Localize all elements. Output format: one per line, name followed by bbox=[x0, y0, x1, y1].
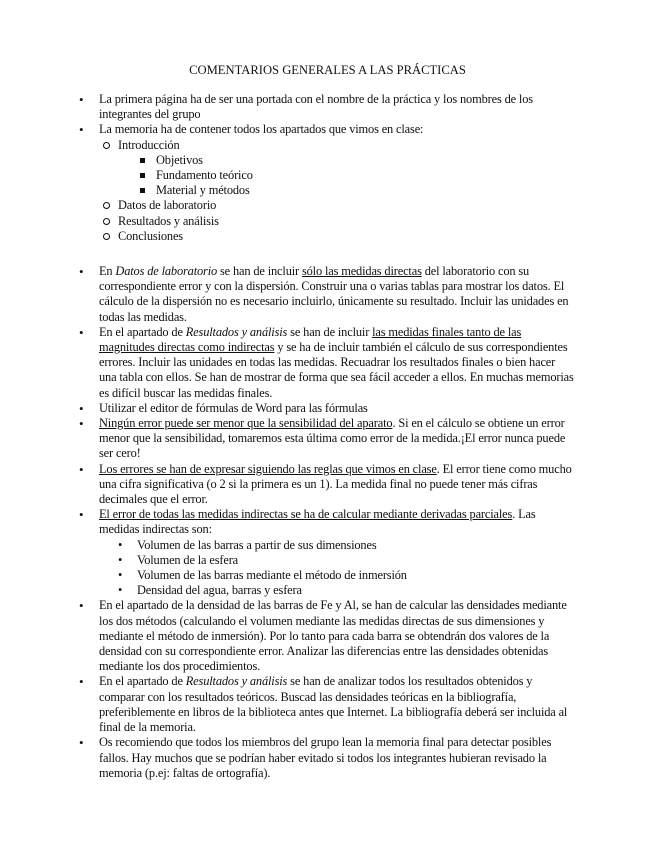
list-item-editor: • Utilizar el editor de fórmulas de Word para las fórmulas bbox=[79, 401, 574, 416]
subsection-material: Material y métodos bbox=[137, 183, 574, 198]
underlined-segment: sólo las medidas directas bbox=[301, 264, 422, 278]
indirect-measure-item: • Volumen de las barras mediante el método de inmersión bbox=[118, 568, 574, 583]
list-item-datos bbox=[79, 264, 574, 325]
list-item-sensibilidad bbox=[79, 416, 574, 462]
underlined-segment: Ningún error puede ser menor que la sensibilidad del aparato bbox=[99, 416, 393, 431]
text-segment: se han de incluir bbox=[217, 264, 302, 278]
indirect-measure-item: • Volumen de las barras a partir de sus dimensiones bbox=[118, 538, 574, 553]
comments-list bbox=[79, 264, 574, 781]
text-segment: y se ha de incluir también el cálculo de sus correspondientes errores. Incluir las unidades en todas las medidas. Recuadrar los resultados finales o bien hacer una tabla con ellos. Se han de mostrar de forma que sea fácil acceder a ellos. En muchas memorias es difícil buscar las medidas finales. bbox=[99, 340, 574, 400]
text-segment: En el apartado de bbox=[99, 674, 186, 689]
italic-segment: Resultados y análisis bbox=[185, 674, 288, 689]
text-segment: En el apartado de bbox=[99, 324, 186, 339]
list-item-memoria bbox=[79, 122, 574, 244]
subsection-objetivos: Objetivos bbox=[137, 153, 574, 168]
subsections-list bbox=[118, 153, 574, 199]
italic-segment: Resultados y análisis bbox=[185, 324, 288, 339]
list-item-densidad: • En el apartado de la densidad de las barras de Fe y Al, se han de calcular las densidades mediante los dos métodos (calculando el volumen mediante las medidas directas de sus dimensiones y mediante el método de inmersión). Por lo tanto para cada barra se obtendrán dos valores de la densidad con su correspondiente error. Analizar las diferencias entre las densidades obtenidas mediante los dos procedimientos. bbox=[79, 598, 574, 674]
text-segment: . Las medidas indirectas son: bbox=[99, 507, 536, 537]
section-resultados: Resultados y análisis bbox=[99, 214, 574, 229]
list-item-indirectas bbox=[79, 507, 574, 598]
italic-segment: Datos de laboratorio bbox=[115, 264, 218, 278]
underlined-segment: El error de todas las medidas indirectas se ha de calcular mediante derivadas parciales bbox=[99, 507, 513, 522]
section-datos: Datos de laboratorio bbox=[99, 198, 574, 213]
section-introduccion bbox=[99, 138, 574, 199]
subsection-fundamento: Fundamento teórico bbox=[137, 168, 574, 183]
list-item-resultados bbox=[79, 325, 574, 401]
list-item-analizar bbox=[79, 674, 574, 735]
indirect-measure-item: • Volumen de la esfera bbox=[118, 553, 574, 568]
memoria-text: La memoria ha de contener todos los apartados que vimos en clase: bbox=[99, 122, 424, 137]
text-segment: del laboratorio con su correspondiente error y con la dispersión. Construir una o varias tablas para mostrar los datos. El cálculo de la dispersión no es necesario incluirlo, únicamente su resultado. Incluir las unidades en todas las medidas. bbox=[99, 264, 569, 324]
indirect-measure-item: • Densidad del agua, barras y esfera bbox=[118, 583, 574, 598]
page-title: COMENTARIOS GENERALES A LAS PRÁCTICAS bbox=[189, 63, 466, 77]
list-item-portada: • La primera página ha de ser una portada con el nombre de la práctica y los nombres de los integrantes del grupo bbox=[79, 92, 574, 122]
text-segment: se han de analizar todos los resultados obtenidos y comparar con los resultados teóricos. Buscad las densidades teóricas en la bibliografía, preferiblemente en libros de la biblioteca antes que Internet. La bibliografía deberá ser incluida al final de la memoria. bbox=[99, 674, 568, 735]
list-item-expresar bbox=[79, 462, 574, 508]
list-item-lean: • Os recomiendo que todos los miembros del grupo lean la memoria final para detectar posibles fallos. Hay muchos que se podrían haber evitado si todos los integrantes hubieran revisado la memoria (p.ej: faltas de ortografía). bbox=[79, 735, 574, 781]
indirect-measures-list bbox=[99, 538, 574, 599]
underlined-segment: Los errores se han de expresar siguiendo las reglas que vimos en clase bbox=[99, 461, 437, 476]
sections-list bbox=[99, 138, 574, 244]
section-introduccion-label: Introducción bbox=[118, 137, 180, 152]
structure-list bbox=[79, 92, 574, 244]
underlined-segment: las medidas finales tanto de las magnitudes directas como indirectas bbox=[99, 324, 522, 355]
text-segment: se han de incluir bbox=[287, 324, 373, 339]
section-conclusiones: Conclusiones bbox=[99, 229, 574, 244]
text-segment: . Si en el cálculo se obtiene un error menor que la sensibilidad, tomaremos esta última como error de la medida.¡El error nunca puede ser cero! bbox=[99, 416, 566, 461]
text-segment: En bbox=[99, 264, 116, 278]
text-segment: . El error tiene como mucho una cifra significativa (o 2 si la primera es un 1). La medida final no puede tener más cifras decimales que el error. bbox=[99, 461, 572, 507]
